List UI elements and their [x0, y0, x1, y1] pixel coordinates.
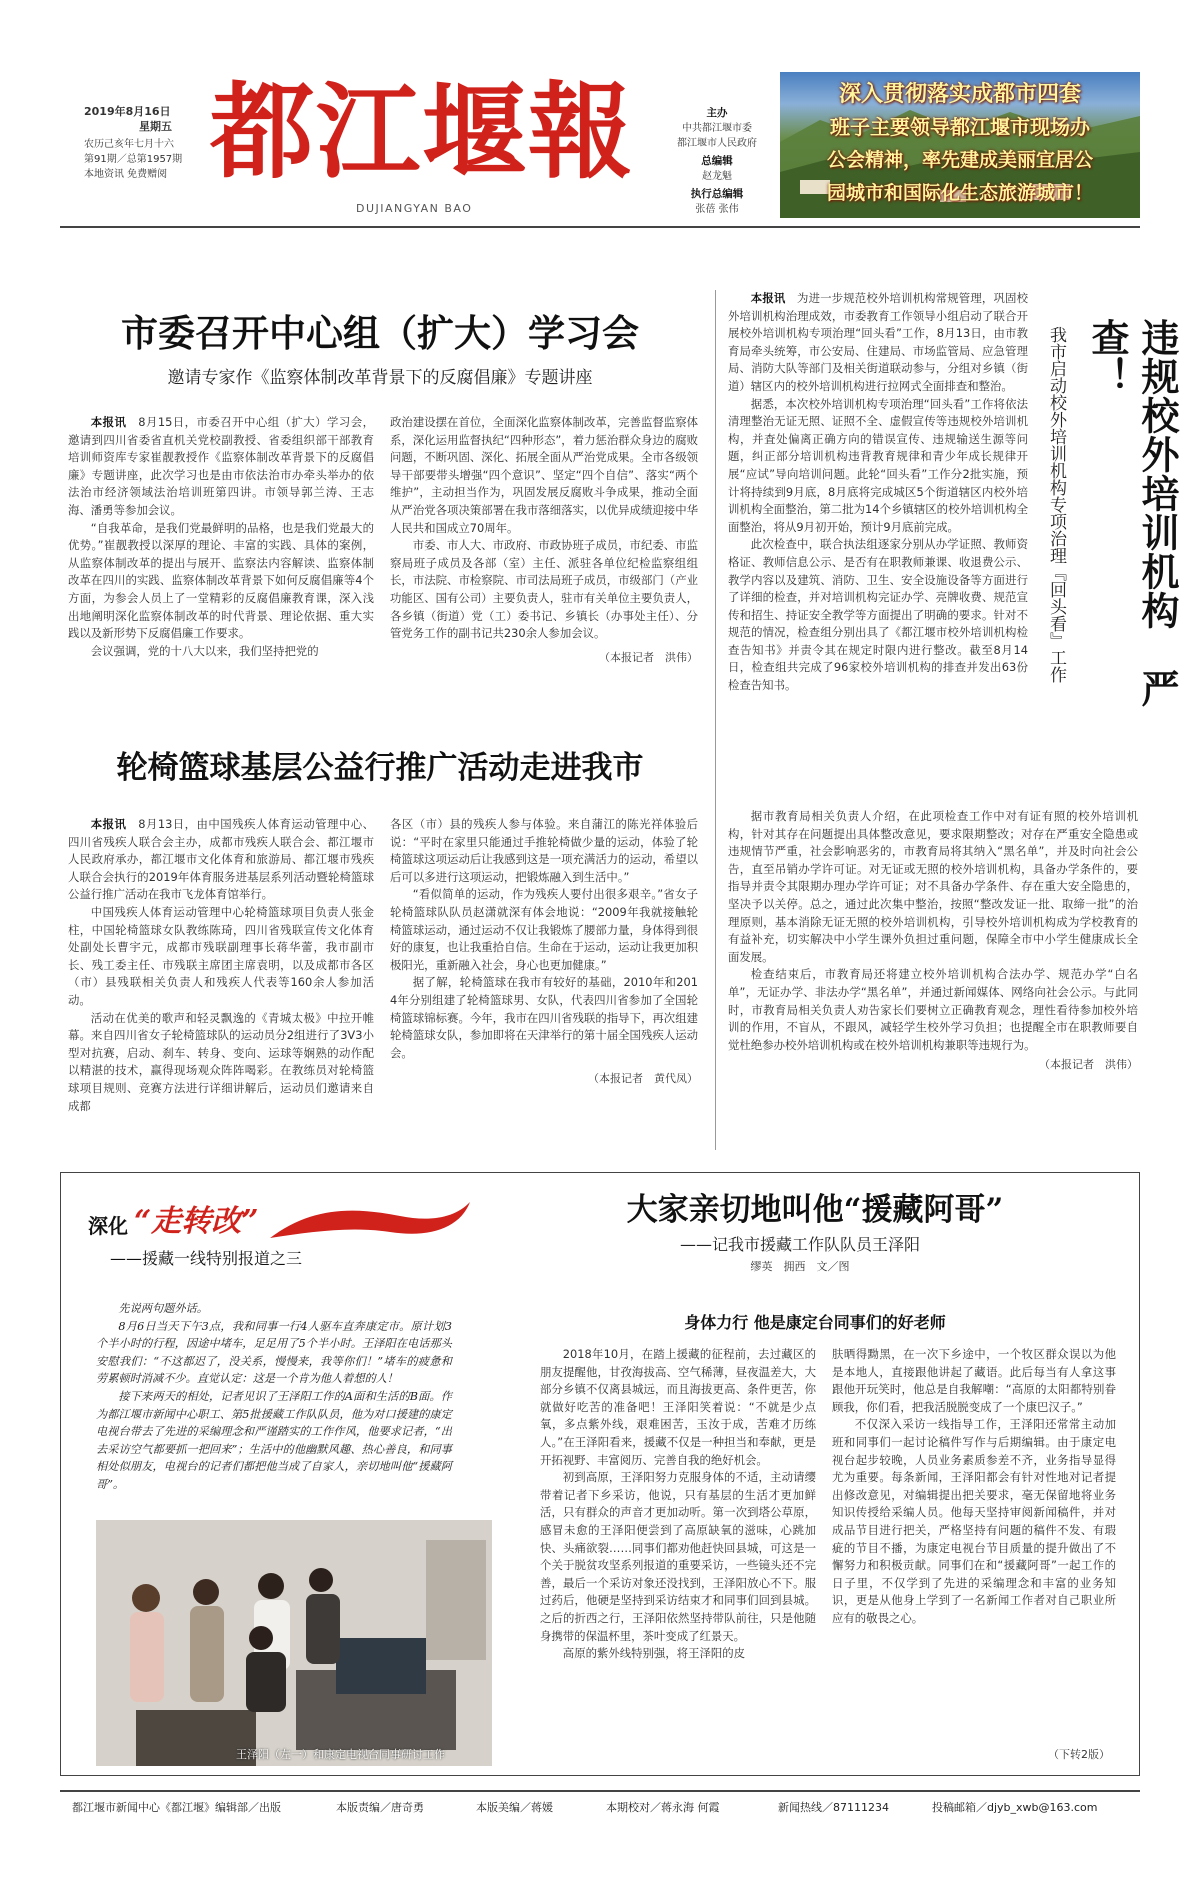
feature-column-word2: “走转改” — [134, 1204, 259, 1239]
banner-line-3: 公会精神，率先建成美丽宜居公 — [826, 149, 1093, 171]
article3-p4: 据市教育局相关负责人介绍，在此项检查工作中对有证有照的校外培训机构，针对其存在问题提出具体整改意见，要求限期整改；对存在严重安全隐患或违规情节严重，社会影响恶劣的，市教育局将其纳入“黑名单”，并及时向社会公告，直至吊销办学许可证。对无证或无照的校外培训机构，具备办学条件的，要指导并责令其限期办理办学许可证；对不具备办学条件、存在重大安全隐患的，坚决予以关停。总之，通过此次集中整治，按照“整改发证一批、取缔一批”的治理原则，基本消除无证无照的校外培训机构，引导校外培训机构成为学校教育的有益补充，切实解决中小学生课外负担过重问题，保障全市中小学生健康成长全面发展。 — [728, 809, 1138, 964]
photo-caption: 王泽阳（左一）和康定电视台同事研讨工作 — [236, 1748, 445, 1761]
article2-title: 轮椅篮球基层公益行推广活动走进我市 — [116, 750, 644, 786]
footer-designer: 本版美编／蒋媛 — [476, 1801, 553, 1814]
article3-text — [728, 290, 1028, 695]
article1-col1-p2: “自我革命，是我们党最鲜明的品格，也是我们党最大的优势。”崔靓教授以深厚的理论、丰富的实践、具体的案例，从监察体制改革的提出与展开、监察法内容解读、监察体制改革在四川的实践、监察体制改革背景下如何反腐倡廉等4个方面，为参会人员上了一堂精彩的反腐倡廉教育课，深入浅出地阐明深化监察体制改革的时代背景、理论依据、重大实践以及新形势下反腐倡廉工作要求。 — [68, 520, 374, 641]
banner-slogan — [780, 78, 1140, 210]
column-divider — [715, 290, 716, 1150]
article1-signature: （本报记者 洪伟） — [599, 650, 698, 664]
article1-col1-p3: 会议强调，党的十八大以来，我们坚持把党的 — [90, 643, 319, 658]
footer-hotline: 新闻热线／87111234 — [778, 1801, 889, 1814]
feature-title: 大家亲切地叫他“援藏阿哥” — [626, 1192, 1004, 1228]
article1-col2-p2: 市委、市人大、市政府、市政协班子成员，市纪委、市监察局班子成员及各部（室）主任、派驻各单位纪检监察组组长，市法院、市检察院、市司法局班子成员，市级部门（产业功能区、国有公司）主要负责人，驻市有关单位主要负责人，各乡镇（街道）党（工）委书记、乡镇长（办事处主任）、分管党务工作的副书记共230余人参加会议。 — [390, 538, 698, 641]
issue-info: 本地资讯 免费赠阅 — [84, 169, 168, 180]
article2-lead: 本报讯 — [90, 817, 127, 831]
article3-p1: 为进一步规范校外培训机构常规管理，巩固校外培训机构治理成效，市委教育工作领导小组启动了联合开展校外培训机构专项治理“回头看”工作，8月13日，由市教育局牵头统筹，市公安局、住建局、市场监管局、应急管理局、消防大队等部门及相关街道联动参与，分组对乡镇（街道）辖区内的校外培训机构进行拉网式全面排查和整治。 — [728, 291, 1028, 393]
sponsor-block — [662, 106, 772, 217]
issue-number: 第91期／总第1957期 — [84, 154, 183, 165]
article2-col1-text: 8月13日，由中国残疾人体育运动管理中心、四川省残疾人联合会主办，成都市残疾人联合会、都江堰市人民政府承办，都江堰市文化体育和旅游局、都江堰市残疾人联合会执行的2019年体育服务进基层系列活动暨轮椅篮球公益行推广活动在我市飞龙体育馆举行。 — [68, 817, 374, 902]
masthead — [60, 70, 1140, 220]
article3-text-wide — [728, 808, 1138, 1074]
feature-col2-p2: 不仅深入采访一线指导工作，王泽阳还常常主动加班和同事们一起讨论稿件写作与后期编辑。由于康定电视台起步较晚，人员业务素质参差不齐，业务指导显得尤为重要。每条新闻，王泽阳都会有针对性地对记者提出修改意见，对编辑提出把关要求，毫无保留地将业务知识传授给采编人员。他每天坚持审阅新闻稿件，并对成品节目进行把关，严格坚持有问题的稿件不发、有瑕疵的节目不播，为康定电视台节目质量的提升做出了不懈努力和积极贡献。同事们在和“援藏阿哥”一起工作的日子里，不仅学到了先进的采编理念和丰富的业务知识，更是从他身上学到了一名新闻工作者对自己职业所应有的敬畏之心。 — [832, 1417, 1116, 1625]
sponsor-label: 主办 — [706, 107, 728, 119]
article3-lead: 本报讯 — [750, 291, 786, 305]
sponsor-1: 中共都江堰市委 — [682, 123, 752, 134]
feature-section-head: 身体力行 他是康定台同事们的好老师 — [684, 1313, 946, 1332]
feature-photo — [96, 1520, 492, 1766]
article2-col2-p2: “看似简单的运动，作为残疾人要付出很多艰辛。”省女子轮椅篮球队队员赵潇就深有体会地说：“2009年我就接触轮椅篮球运动，通过运动不仅让我锻炼了腰部力量，身体得到很好的康复，也让我重拾自信。生命在于运动，运动让我更加积极阳光，重新融入社会，身心也更加健康。” — [390, 887, 698, 972]
banner-line-4: 园城市和国际化生态旅游城市！ — [826, 182, 1093, 204]
issue-date: 2019年8月16日 — [84, 105, 171, 118]
article2-signature: （本报记者 黄代凤） — [588, 1072, 698, 1086]
feature-column-label — [80, 1190, 480, 1290]
feature-col1 — [540, 1346, 816, 1663]
footer-publisher: 都江堰市新闻中心《都江堰》编辑部／出版 — [72, 1801, 281, 1814]
feature-byline: 缪英 拥西 文／图 — [750, 1260, 850, 1273]
article3-p3: 此次检查中，联合执法组逐家分别从办学证照、教师资格证、教师信息公示、是否有在职教师兼课、收退费公示、教学内容以及建筑、消防、卫生、安全设施设备等方面进行了详细的检查，并对培训机构完证办学、亮牌收费、规范宣传和招生、持证安全教学等方面提出了明确的要求。针对不规范的情况，检查组分别出具了《都江堰市校外培训机构检查告知书》并责令其在规定时限内进行整改。截至8月14日，检查组共完成了96家校外培训机构的排查并发出63份检查告知书。 — [728, 537, 1028, 693]
article2-col1 — [68, 816, 374, 1115]
article3-signature: （本报记者 洪伟） — [1039, 1058, 1138, 1072]
article1-title: 市委召开中心组（扩大）学习会 — [121, 311, 639, 355]
feature-column-word1: 深化 — [88, 1214, 128, 1238]
article1-col2-text: 政治建设摆在首位，全面深化监察体制改革，完善监督监察体系，深化运用监督执纪“四种形态”，着力惩治群众身边的腐败问题，不断巩固、深化、拓展全面从严治党成果。全市各级领导干部要带头增强“四个意识”、坚定“四个自信”、落实“两个维护”，主动担当作为，巩固发展反腐败斗争成果，推动全面从严治党各项决策部署在我市落细落实，以优异成绩迎接中华人民共和国成立70周年。 — [390, 415, 698, 535]
masthead-rule — [60, 226, 1140, 228]
feature-col1-p2: 初到高原，王泽阳努力克服身体的不适，主动请缨带着记者下乡采访，他说，只有基层的生活才更加鲜活，只有群众的声音才更加动听。第一次到塔公草原，感冒未愈的王泽阳便尝到了高原缺氧的滋味，心跳加快、头痛欲裂……同事们都劝他赶快回县城，可这是一个关于脱贫攻坚系列报道的重要采访，一些镜头还不完善，最后一个采访对象还没找到，王泽阳放心不下。服过药后，他硬是坚持到采访结束才和同事们回到县城。之后的折西之行，王泽阳依然坚持带队前往，只是他随身携带的保温杯里，茶叶变成了红景天。 — [540, 1470, 816, 1643]
feature-intro-p2: 8月6日当天下午3点，我和同事一行4人驱车直奔康定市。原计划3个半小时的行程，因途中堵车，足足用了5个半小时。王泽阳在电话那头安慰我们：“不这都迟了，没关系，慢慢来，我等你们！”堵车的疲惫和劳累顿时消减不少。直觉认定：这是一个肯为他人着想的人！ — [96, 1319, 452, 1386]
feature-intro-p3: 接下来两天的相处，记者见识了王泽阳工作的A面和生活的B面。作为都江堰市新闻中心职工、第5批援藏工作队队员，他为对口援建的康定电视台带去了先进的采编理念和严谨踏实的工作作风，他要求记者，“出去采访空气都要抓一把回来”；生活中的他幽默风趣、热心善良，和同事相处似朋友，电视台的记者们都把他当成了自家人，亲切地叫他“援藏阿哥”。 — [96, 1389, 452, 1491]
footer — [60, 1797, 1140, 1817]
footer-email: 投稿邮箱／djyb_xwb@163.com — [932, 1801, 1098, 1814]
article1-subtitle: 邀请专家作《监察体制改革背景下的反腐倡廉》专题讲座 — [167, 368, 593, 388]
issue-weekday: 星期五 — [139, 120, 172, 133]
paper-pinyin: DUJIANGYAN BAO — [356, 202, 473, 215]
feature-intro-p1: 先说两句题外话。 — [118, 1302, 208, 1315]
banner-line-1: 深入贯彻落实成都市四套 — [838, 81, 1081, 107]
masthead-dateblock — [84, 104, 204, 182]
feature-col1-p3: 高原的紫外线特别强，将王泽阳的皮 — [562, 1646, 746, 1661]
feature-col2 — [832, 1346, 1116, 1628]
banner-image — [780, 72, 1140, 218]
article1-col2 — [390, 414, 698, 666]
feature-intro — [96, 1300, 452, 1494]
article3-p5: 检查结束后，市教育局还将建立校外培训机构合法办学、规范办学“白名单”，无证办学、非法办学“黑名单”，并通过新闻媒体、网络向社会公示。与此同时，市教育局相关负责人劝告家长们要树立正确教育观念，理性看待参加校外培训的作用，不盲从，不跟风，减轻学生校外学习负担；也提醒全市在职教师要自觉杜绝参办校外培训机构或在校外培训机构兼职等违规行为。 — [728, 967, 1138, 1052]
article1-col1-text: 8月15日，市委召开中心组（扩大）学习会，邀请到四川省委省直机关党校副教授、省委组织部干部教育培训师资库专家崔靓教授作《监察体制改革背景下的反腐倡廉》专题讲座，此次学习也是由市依法治市办牵头举办的依法治市经济领域法治培训班第四讲。市领导郭兰涛、王志海、潘勇等参加会议。 — [68, 415, 374, 517]
feature-column-sub: ——援藏一线特别报道之三 — [110, 1249, 303, 1268]
article3-p2: 据悉，本次校外培训机构专项治理“回头看”工作将依法清理整治无证无照、证照不全、虚假宣传等违规校外培训机构，并査处偏离正确方向的错误宣传、违规输送生源等问题，纠正部分培训机构违背教育规律和青少年成长规律开展“应试”导向培训问题。此轮“回头看”工作分2批实施，预计将持续到9月底，8月底将完成城区5个街道辖区内校外培训机构全面整治，第二批为14个乡镇辖区的校外培训机构全面整治，将从9月初开始，预计9月底前完成。 — [728, 396, 1028, 534]
article1-lead: 本报讯 — [90, 415, 127, 429]
banner-line-2: 班子主要领导都江堰市现场办 — [830, 115, 1090, 139]
exec-editor-label: 执行总编辑 — [690, 188, 744, 200]
paper-name: 都江堰報 — [210, 70, 635, 193]
article2-col2-p3: 据了解，轮椅篮球在我市有较好的基础，2010年和2014年分别组建了轮椅篮球男、女队，代表四川省参加了全国轮椅篮球锦标赛。今年，我市在四川省残联的指导下，再次组建轮椅篮球女队，参加即将在天津举行的第十届全国残疾人运动会。 — [390, 975, 698, 1060]
feature-subtitle: ——记我市援藏工作队队员王泽阳 — [679, 1235, 920, 1254]
article2-col2 — [390, 816, 698, 1088]
footer-rule — [60, 1790, 1140, 1792]
exec-editor: 张蓓 张伟 — [695, 204, 739, 215]
article1-col1 — [68, 414, 374, 660]
article3-subtitle: 我市启动校外培训机构专项治理『回头看』工作 — [1046, 326, 1066, 683]
newsroom-photo-icon — [96, 1520, 492, 1766]
chief-editor: 赵龙魁 — [702, 171, 732, 182]
article2-col2-text: 各区（市）县的残疾人参与体验。来自蒲江的陈光祥体验后说：“平时在家里只能通过手推轮椅做少量的运动，体验了轮椅篮球这项运动后让我感到这是一项充满活力的运动，希望以后可以多进行这项运动，把锻炼融入到生活中。” — [390, 817, 698, 884]
article2-col1-p3: 活动在优美的歌声和轻灵飘逸的《青城太极》中拉开帷幕。来自四川省女子轮椅篮球队的运动员分2组进行了3V3小型对抗赛，启动、刹车、转身、变向、运球等娴熟的动作配以精湛的技术，赢得现场观众阵阵喝彩。在教练员对轮椅篮球项目规则、竞赛方法进行详细讲解后，运动员们邀请来自成都 — [68, 1010, 374, 1113]
lunar-date: 农历己亥年七月十六 — [84, 139, 174, 150]
article2-col1-p2: 中国残疾人体育运动管理中心轮椅篮球项目负责人张金柱，中国轮椅篮球女队教练陈琦，四川省残联宣传文化体育处副处长曹宇元，成都市残联副理事长蒋华蕾，我市副市长、残工委主任、市残联主席团主席袁明，以及成都市各区（市）县残联相关负责人和残疾人代表等160余人参加活动。 — [68, 904, 374, 1007]
feature-continued: （下转2版） — [1048, 1748, 1110, 1761]
feature-col2-p1: 肤晒得黝黑，在一次下乡途中，一个牧区群众误以为他是本地人，直接跟他讲起了藏语。此后每当有人拿这事跟他开玩笑时，他总是自我解嘲：“高原的太阳都特别眷顾我，你们看，把我活脱脱变成了一个康巴汉子。” — [832, 1347, 1116, 1414]
chief-editor-label: 总编辑 — [701, 155, 733, 167]
article3-title: 违规校外培训机构 严查！ — [1085, 318, 1180, 708]
footer-editor: 本版责编／唐奇勇 — [336, 1801, 424, 1814]
feature-col1-p1: 2018年10月，在踏上援藏的征程前，去过藏区的朋友提醒他，甘孜海拔高、空气稀薄，昼夜温差大，大部分乡镇不仅离县城远，而且海拔更高、条件更苦，你就做好吃苦的准备吧！王泽阳笑着说：“不就是少点氧，多点紫外线，艰难困苦，玉汝于成，苦难才历练人。”在王泽阳看来，援藏不仅是一种担当和奉献，更是开拓视野、丰富阅历、完善自我的绝好机会。 — [540, 1347, 816, 1467]
sponsor-2: 都江堰市人民政府 — [677, 138, 757, 149]
footer-proofreader: 本期校对／蒋永海 何霞 — [606, 1801, 720, 1814]
